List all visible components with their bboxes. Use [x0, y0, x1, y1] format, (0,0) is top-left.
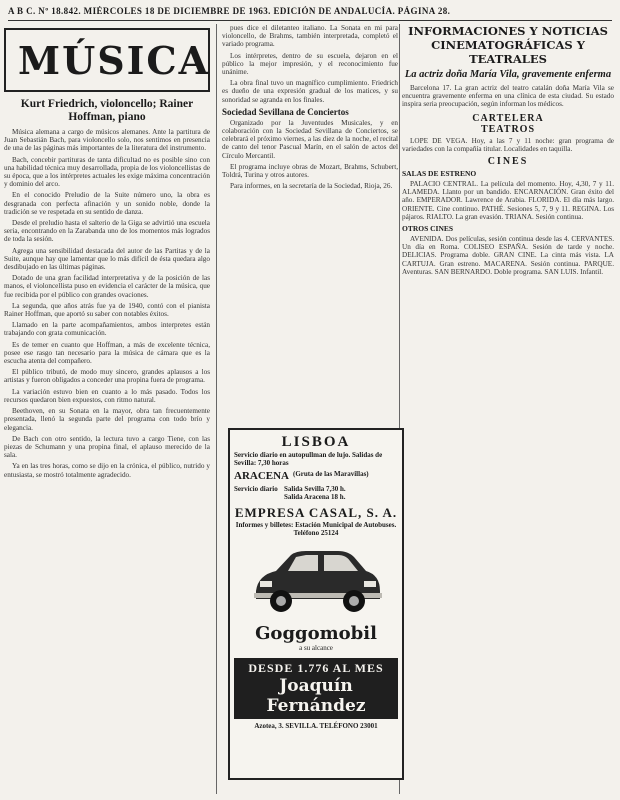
music-subheading: Kurt Friedrich, violoncello; Rainer Hoffman, piano [20, 98, 194, 123]
ad-price-box [234, 658, 398, 719]
info-heading-2: CINEMATOGRÁFICAS Y [431, 38, 585, 52]
paragraph: Música alemana a cargo de músicos alemanes. Ante la partitura de Juan Sebastián Bach, para violoncello solo, nos sentimos en presencia de una de las páginas más importantes de la literatura del instrumento. [4, 128, 210, 153]
cartelera-heading: CARTELERA [472, 112, 544, 124]
estreno-text: PALACIO CENTRAL. La película del momento. Hoy, 4,30, 7 y 11. ALAMEDA. Llanto por un bandido. ENCARNACIÓN. Gran éxito del año. EMPERADOR. Lawrence de Arabia. FLORIDA. El día más largo. ORIENTE. Cine continuo. PATHÉ. Sesiones 5, 7, 9 y 11. REGINA. Los pájaros. RIALTO. La gran evasión. TRIANA. Sesión continua. [402, 180, 614, 221]
paragraph: Es de temer en cuanto que Hoffman, a más de excelente técnica, posee ese rasgo tan necesario para la música de cámara que es la escucha atenta del compañero. [4, 340, 210, 366]
paragraph: Para informes, en la secretaría de la Sociedad, Rioja, 26. [230, 182, 393, 191]
advertisement [228, 428, 404, 780]
paragraph: Los intérpretes, dentro de su escuela, dejaron en el público la mejor impresión, y el reconocimiento fue unánime. [222, 51, 398, 77]
ad-dealer: Joaquín Fernández [266, 676, 366, 716]
ad-route [230, 470, 402, 482]
paragraph: En el conocido Preludio de la Suite número uno, la obra es desgranada con perfecta afinación y un sonido noble, donde la tradición se ve respetada en su sentido de danza. [4, 191, 210, 216]
ad-price-line: DESDE 1.776 AL MES [248, 661, 384, 675]
paragraph: De Bach con otro sentido, la lectura tuvo a cargo Tiene, con las piezas de Schumann y una propina final, el aplauso merecido de la sala. [4, 434, 210, 460]
ad-brand: Goggomobil [255, 623, 377, 644]
ad-service-label: Servicio diario [234, 485, 278, 493]
estreno-heading: SALAS DE ESTRENO [402, 169, 477, 179]
teatros-text: LOPE DE VEGA. Hoy, a las 7 y 11 noche: gran programa de variedades con la compañía titular. Localidades en taquilla. [402, 136, 614, 153]
paragraph: El público tributó, de modo muy sincero, grandes aplausos a los artistas y fueron obligados a conceder una propina fuera de programa. [4, 368, 210, 385]
paragraph: El programa incluye obras de Mozart, Brahms, Schubert, Toldrá, Turina y otros autores. [222, 162, 398, 180]
ad-address: Azotea, 3. SEVILLA. TELÉFONO 23001 [254, 722, 378, 730]
paragraph: La obra final tuvo un magnífico cumplimiento. Friedrich es dueño de una expresión gradual de los matices, y su sonoridad se agranda en los finales. [222, 79, 398, 104]
music-heading: MÚSICA [18, 37, 210, 83]
info-column [402, 24, 614, 796]
paragraph: Organizado por la Juventudes Musicales, y en colaboración con la Sociedad Sevillana de Conciertos, se celebrará el próximo viernes, a las diez de la noche, el recital de canto del tenor Pascual Marín, en el salón de actos del Círculo Mercantil. [222, 118, 398, 160]
page-header: A B C. Nº 18.842. MIÉRCOLES 18 DE DICIEMBRE DE 1963. EDICIÓN DE ANDALUCÍA. PÁGINA 28. [8, 6, 612, 21]
paragraph: Bach, concebir partituras de tanta dificultad no es posible sino con una habilidad técnica muy desarrollada, propia de los violoncellistas de su época, que a los intérpretes actuales les exige máxima concentración y dominio del arco. [4, 155, 210, 189]
music-column [4, 24, 210, 796]
paragraph: pues dice el diletanteo italiano. La Sonata en mi para violoncello, de Brahms, también interpretada, completó el variado programa. [222, 24, 398, 49]
ad-title: LISBOA [281, 434, 351, 450]
cines-heading: CINES [487, 156, 529, 168]
ad-info: Informes y billetes: Estación Municipal de Autobuses. Teléfono 25124 [235, 521, 397, 537]
ad-route-note: (Gruta de las Maravillas) [293, 470, 369, 478]
info-subheading: La actriz doña María Vila, gravemente enferma [404, 69, 612, 80]
car-illustration [246, 541, 386, 619]
paragraph: Beethoven, en su Sonata en la mayor, obra tan frecuentemente presentada, llenó la segunda parte del programa con todo brío y elegancia. [4, 407, 210, 432]
seville-heading: Sociedad Sevillana de Conciertos [222, 106, 349, 117]
column-divider [216, 24, 217, 794]
info-intro: Barcelona 17. La gran actriz del teatro catalán doña María Vila se encuentra gravemente enferma en una clínica de esta ciudad. Su estado inspira seria preocupación, según informan los médicos. [402, 84, 614, 109]
teatros-heading: TEATROS [480, 123, 536, 135]
paragraph: Agrega una sensibilidad destacada del autor de las Partitas y de la Suite, aunque hay que lamentar que lo más difícil de ésta quedara algo desdibujado en las últimas páginas. [4, 246, 210, 272]
ad-departure-1: Salida Sevilla 7,30 h. [284, 485, 346, 493]
info-heading-3: TEATRALES [469, 52, 547, 66]
ad-route-name: ARACENA [234, 470, 289, 482]
ad-departure-2: Salida Aracena 18 h. [284, 493, 346, 501]
paragraph: Llamado en la parte acompañamientos, ambos interpretes están trabajando con grata comunicación. [4, 321, 210, 338]
music-banner [4, 28, 210, 92]
ad-departures [230, 485, 402, 501]
music-body [4, 128, 210, 479]
ad-brand-tagline: a su alcance [299, 644, 333, 652]
paragraph: La variación estuvo bien en cuanto a lo más pasado. Todos los recursos quedaron bien expuestos, con ritmo natural. [4, 387, 210, 404]
seville-body [222, 119, 398, 191]
otros-text: AVENIDA. Dos películas, sesión continua desde las 4. CERVANTES. Un día en Roma. COLISEO ESPAÑA. Sesión de tarde y noche. DELICIAS. Programa doble. GRAN CINE. La cinta más vista. LA CARTUJA. Gran estreno. MACARENA. Sesión continua. PARQUE. Aventuras. SAN BERNARDO. Doble programa. SAN LUIS. Infantil. [402, 235, 614, 276]
paragraph: Desde el preludio hasta el salterio de la Giga se advirtió una escuela seria, encontrando en la Zarabanda uno de los momentos más logrados de toda la sesión. [4, 219, 210, 244]
middle-body [222, 24, 398, 104]
ad-service-line: Servicio diario en autopullman de lujo. Salidas de Sevilla: 7,30 horas [234, 451, 383, 467]
paragraph: Dotado de una gran facilidad interpretativa y de la posición de las manos, el violoncellista puso en evidencia el carácter de la música, que fue recibida por el público con grandes ovaciones. [4, 274, 210, 299]
paragraph: Ya en las tres horas, como se dijo en la crónica, el público, nutrido y entusiasta, se mostró totalmente agradecido. [4, 462, 210, 479]
paragraph: La segunda, que años atrás fue ya de 1940, contó con el pianista Rainer Hoffman, que aportó su saber con notables éxitos. [4, 301, 210, 319]
info-heading-1: INFORMACIONES Y NOTICIAS [408, 24, 608, 38]
ad-company: EMPRESA CASAL, S. A. [234, 505, 398, 520]
otros-heading: OTROS CINES [402, 224, 454, 234]
